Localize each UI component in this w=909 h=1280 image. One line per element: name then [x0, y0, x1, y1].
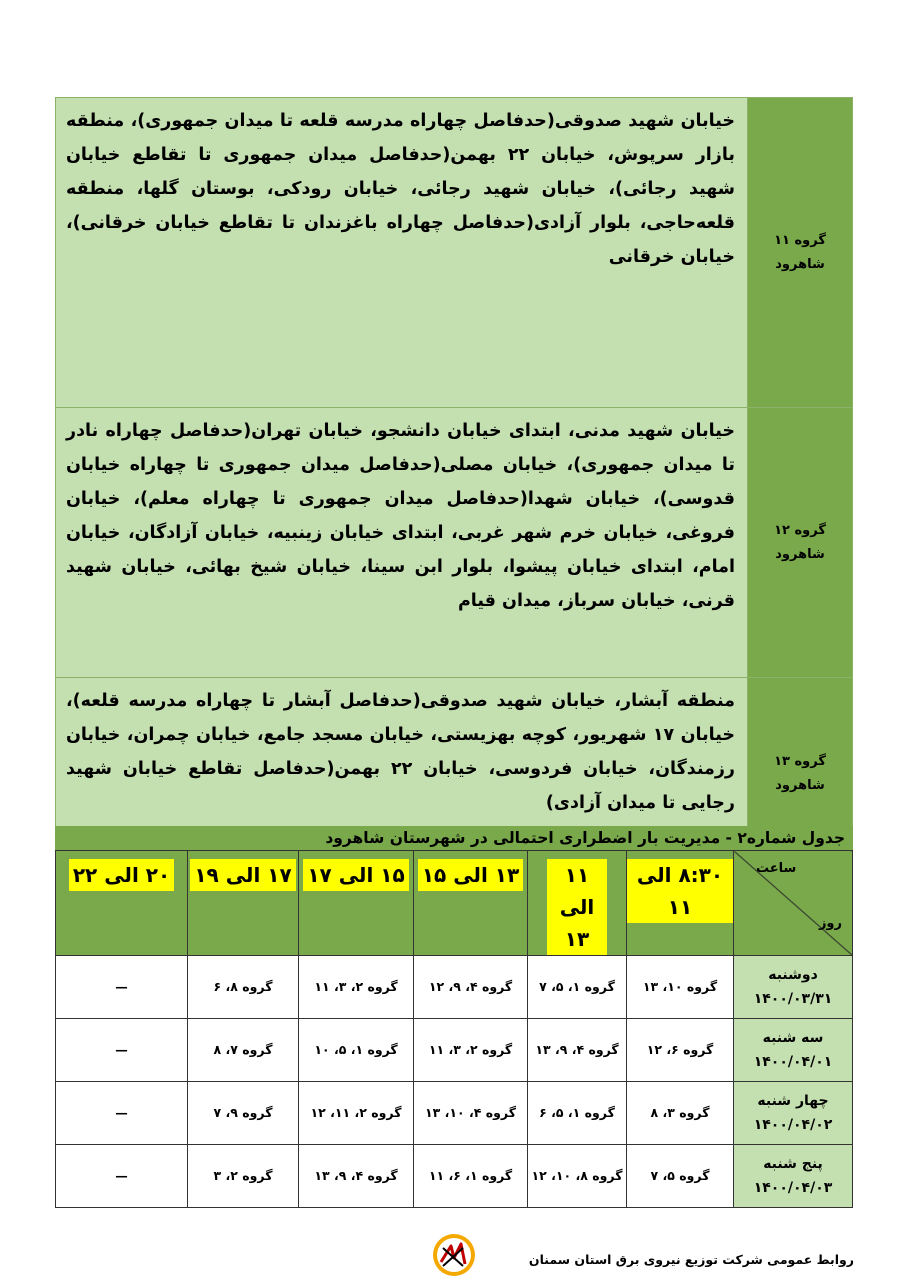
group-row [56, 408, 853, 678]
schedule-cell: — [56, 956, 188, 1019]
day-name: سه شنبه [762, 1030, 824, 1046]
schedule-cell: گروه ۸، ۶ [188, 956, 299, 1019]
schedule-cell: گروه ۷، ۸ [188, 1019, 299, 1082]
schedule-row [56, 1082, 853, 1145]
day-date: ۱۴۰۰/۰۴/۰۲ [753, 1117, 833, 1133]
time-slot-label: ۸:۳۰ الی ۱۱ [627, 859, 733, 923]
schedule-header-row [56, 851, 853, 956]
time-slot-label: ۱۳ الی ۱۵ [418, 859, 523, 891]
group-streets: خیابان شهید مدنی، ابتدای خیابان دانشجو، خیابان تهران(حدفاصل چهاراه نادر تا میدان جمهوری)، خیابان مصلی(حدفاصل میدان جمهوری تا چهاراه خیابان قدوسی)، خیابان شهدا(حدفاصل میدان جمهوری تا چهاراه معلم)، خیابان فروغی، خیابان خرم شهر غربی، ابتدای خیابان زینبیه، خیابان آزادگان، خیابان امام، ابتدای خیابان پیشوا، بلوار ابن سینا، خیابان شیخ بهائی، خیابان شهید قرنی، خیابان سرباز، میدان قیام [56, 408, 748, 678]
time-slot-label: ۱۱ الی ۱۳ [547, 859, 607, 955]
corner-hour-label: ساعت [756, 861, 797, 876]
group-name-cell [748, 408, 853, 678]
schedule-cell: گروه ۱، ۵، ۶ [528, 1082, 627, 1145]
group-name: گروه ۱۱ [774, 232, 826, 248]
schedule-cell: گروه ۳، ۸ [627, 1082, 734, 1145]
schedule-cell: گروه ۲، ۱۱، ۱۲ [299, 1082, 414, 1145]
schedule-cell: گروه ۹، ۷ [188, 1082, 299, 1145]
schedule-cell: گروه ۴، ۹، ۱۲ [414, 956, 528, 1019]
schedule-cell: گروه ۴، ۱۰، ۱۳ [414, 1082, 528, 1145]
group-name-cell [748, 98, 853, 408]
schedule-cell: گروه ۲، ۳، ۱۱ [299, 956, 414, 1019]
schedule-cell: گروه ۴، ۹، ۱۳ [528, 1019, 627, 1082]
day-name: دوشنبه [768, 967, 818, 983]
schedule-cell: — [56, 1145, 188, 1208]
schedule-row [56, 956, 853, 1019]
day-date: ۱۴۰۰/۰۴/۰۳ [753, 1180, 833, 1196]
schedule-cell: گروه ۸، ۱۰، ۱۲ [528, 1145, 627, 1208]
schedule-cell: گروه ۲، ۳ [188, 1145, 299, 1208]
electric-company-logo-icon [431, 1232, 477, 1278]
group-streets: خیابان شهید صدوقی(حدفاصل چهاراه مدرسه قلعه تا میدان جمهوری)، منطقه بازار سرپوش، خیابان ۲۲ بهمن(حدفاصل میدان جمهوری تا تقاطع خیابان شهید رجائی)، خیابان شهید رجائی، خیابان رودکی، بوستان گلها، منطقه قلعه‌حاجی، بلوار آزادی(حدفاصل چهاراه باغزندان تا تقاطع خیابان خرقانی)، خیابان خرقانی [56, 98, 748, 408]
time-slot-label: ۱۵ الی ۱۷ [303, 859, 408, 891]
group-name: گروه ۱۳ [774, 754, 826, 769]
outage-schedule-table [55, 850, 853, 1208]
corner-header [734, 851, 853, 956]
time-slot-header [528, 851, 627, 956]
time-slot-label: ۱۷ الی ۱۹ [190, 859, 295, 891]
schedule-cell: گروه ۱، ۵، ۷ [528, 956, 627, 1019]
footer [0, 1228, 909, 1280]
group-streets: منطقه آبشار، خیابان شهید صدوقی(حدفاصل آبشار تا چهاراه مدرسه قلعه)، خیابان ۱۷ شهریور، کوچه بهزیستی، خیابان مسجد جامع، خیابان چمران، خیابان رزمندگان، خیابان فردوسی، خیابان ۲۲ بهمن(حدفاصل تقاطع خیابان شهید رجایی تا میدان آزادی) [56, 678, 748, 871]
schedule-cell: — [56, 1019, 188, 1082]
schedule-cell: گروه ۱۰، ۱۳ [627, 956, 734, 1019]
day-name: چهار شنبه [757, 1093, 829, 1109]
day-cell [734, 956, 853, 1019]
time-slot-header [299, 851, 414, 956]
schedule-row [56, 1145, 853, 1208]
time-slot-header [188, 851, 299, 956]
group-name: گروه ۱۲ [774, 522, 826, 538]
time-slot-header [414, 851, 528, 956]
schedule-cell: گروه ۱، ۵، ۱۰ [299, 1019, 414, 1082]
group-areas-table [55, 97, 853, 871]
schedule-row [56, 1019, 853, 1082]
table-caption: جدول شماره۲ - مدیریت بار اضطراری احتمالی در شهرستان شاهرود [55, 826, 853, 850]
day-cell [734, 1145, 853, 1208]
time-slot-header [56, 851, 188, 956]
footer-credit: روابط عمومی شرکت توزیع نیروی برق استان سمنان [528, 1252, 854, 1267]
day-cell [734, 1019, 853, 1082]
corner-day-label: روز [818, 916, 842, 931]
day-cell [734, 1082, 853, 1145]
schedule-cell: گروه ۱، ۶، ۱۱ [414, 1145, 528, 1208]
group-row [56, 98, 853, 408]
group-city: شاهرود [775, 778, 825, 793]
time-slot-header [627, 851, 734, 956]
day-date: ۱۴۰۰/۰۴/۰۱ [753, 1054, 833, 1070]
time-slot-label: ۲۰ الی ۲۲ [69, 859, 174, 891]
schedule-cell: — [56, 1082, 188, 1145]
day-name: پنج شنبه [763, 1156, 823, 1172]
schedule-cell: گروه ۲، ۳، ۱۱ [414, 1019, 528, 1082]
schedule-cell: گروه ۶، ۱۲ [627, 1019, 734, 1082]
group-city: شاهرود [775, 256, 825, 272]
day-date: ۱۴۰۰/۰۳/۳۱ [753, 991, 833, 1007]
schedule-cell: گروه ۵، ۷ [627, 1145, 734, 1208]
schedule-cell: گروه ۴، ۹، ۱۳ [299, 1145, 414, 1208]
group-city: شاهرود [775, 546, 825, 562]
